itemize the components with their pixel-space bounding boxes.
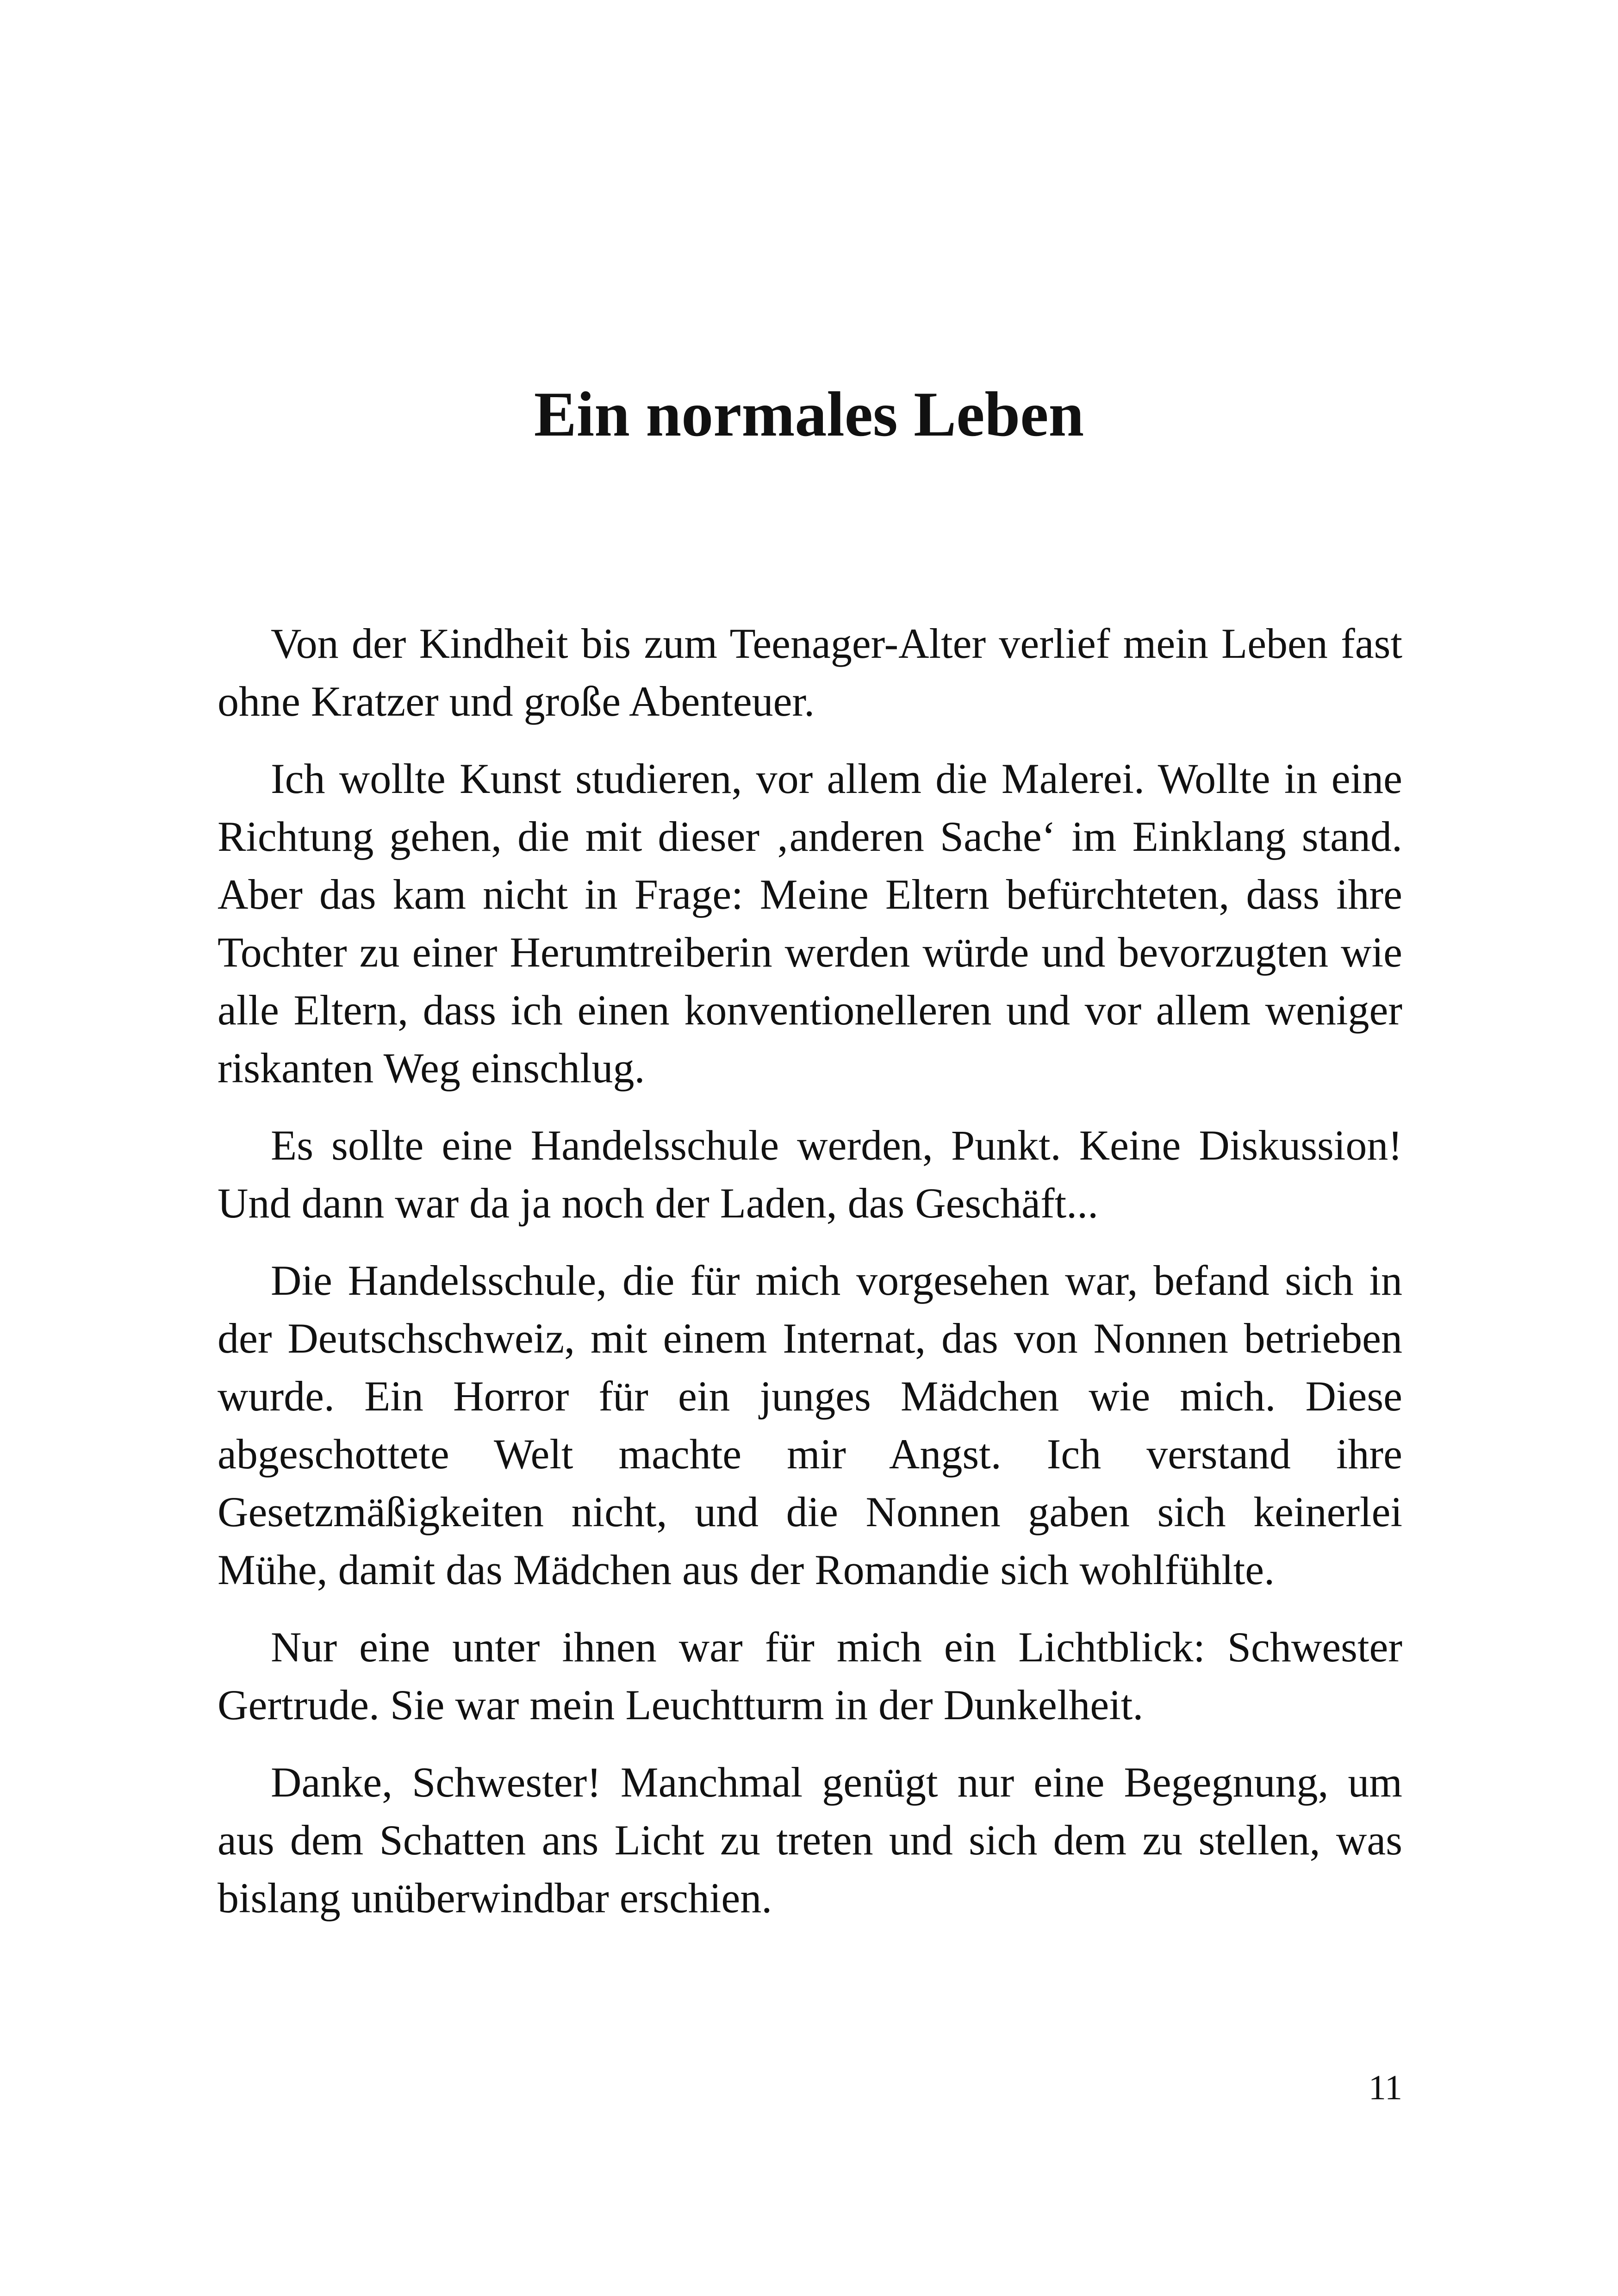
page-number: 11 <box>1368 2068 1402 2107</box>
paragraph: Die Handelsschule, die für mich vorgesehen war, befand sich in der Deutschschweiz, mit einem Internat, das von Nonnen betrieben wurde. Ein Horror für ein junges Mädchen wie mich. Diese abgeschottete Welt machte mir Angst. Ich verstand ihre Gesetzmäßigkeiten nicht, und die Nonnen gaben sich keinerlei Mühe, damit das Mädchen aus der Romandie sich wohlfühlte. <box>218 1257 1402 1593</box>
paragraph: Danke, Schwester! Manchmal genügt nur eine Begegnung, um aus dem Schatten ans Licht zu treten und sich dem zu stellen, was bislang unüberwindbar erschien. <box>218 1759 1402 1922</box>
body-text <box>218 615 1402 1947</box>
paragraph: Es sollte eine Handelsschule werden, Punkt. Keine Diskussion! Und dann war da ja noch der Laden, das Geschäft... <box>218 1122 1402 1227</box>
paragraph: Nur eine unter ihnen war für mich ein Lichtblick: Schwester Gertrude. Sie war mein Leuchtturm in der Dunkelheit. <box>218 1623 1402 1728</box>
paragraph: Von der Kindheit bis zum Teenager-Alter verlief mein Leben fast ohne Kratzer und große Abenteuer. <box>218 620 1402 725</box>
paragraph: Ich wollte Kunst studieren, vor allem die Malerei. Wollte in eine Richtung gehen, die mit dieser ‚anderen Sache‘ im Einklang stand. Aber das kam nicht in Frage: Meine Eltern befürchteten, dass ihre Tochter zu einer Herumtreiberin werden würde und bevorzugten wie alle Eltern, dass ich einen konventionelleren und vor allem weniger riskanten Weg einschlug. <box>218 755 1402 1092</box>
chapter-title: Ein normales Leben <box>534 379 1084 449</box>
